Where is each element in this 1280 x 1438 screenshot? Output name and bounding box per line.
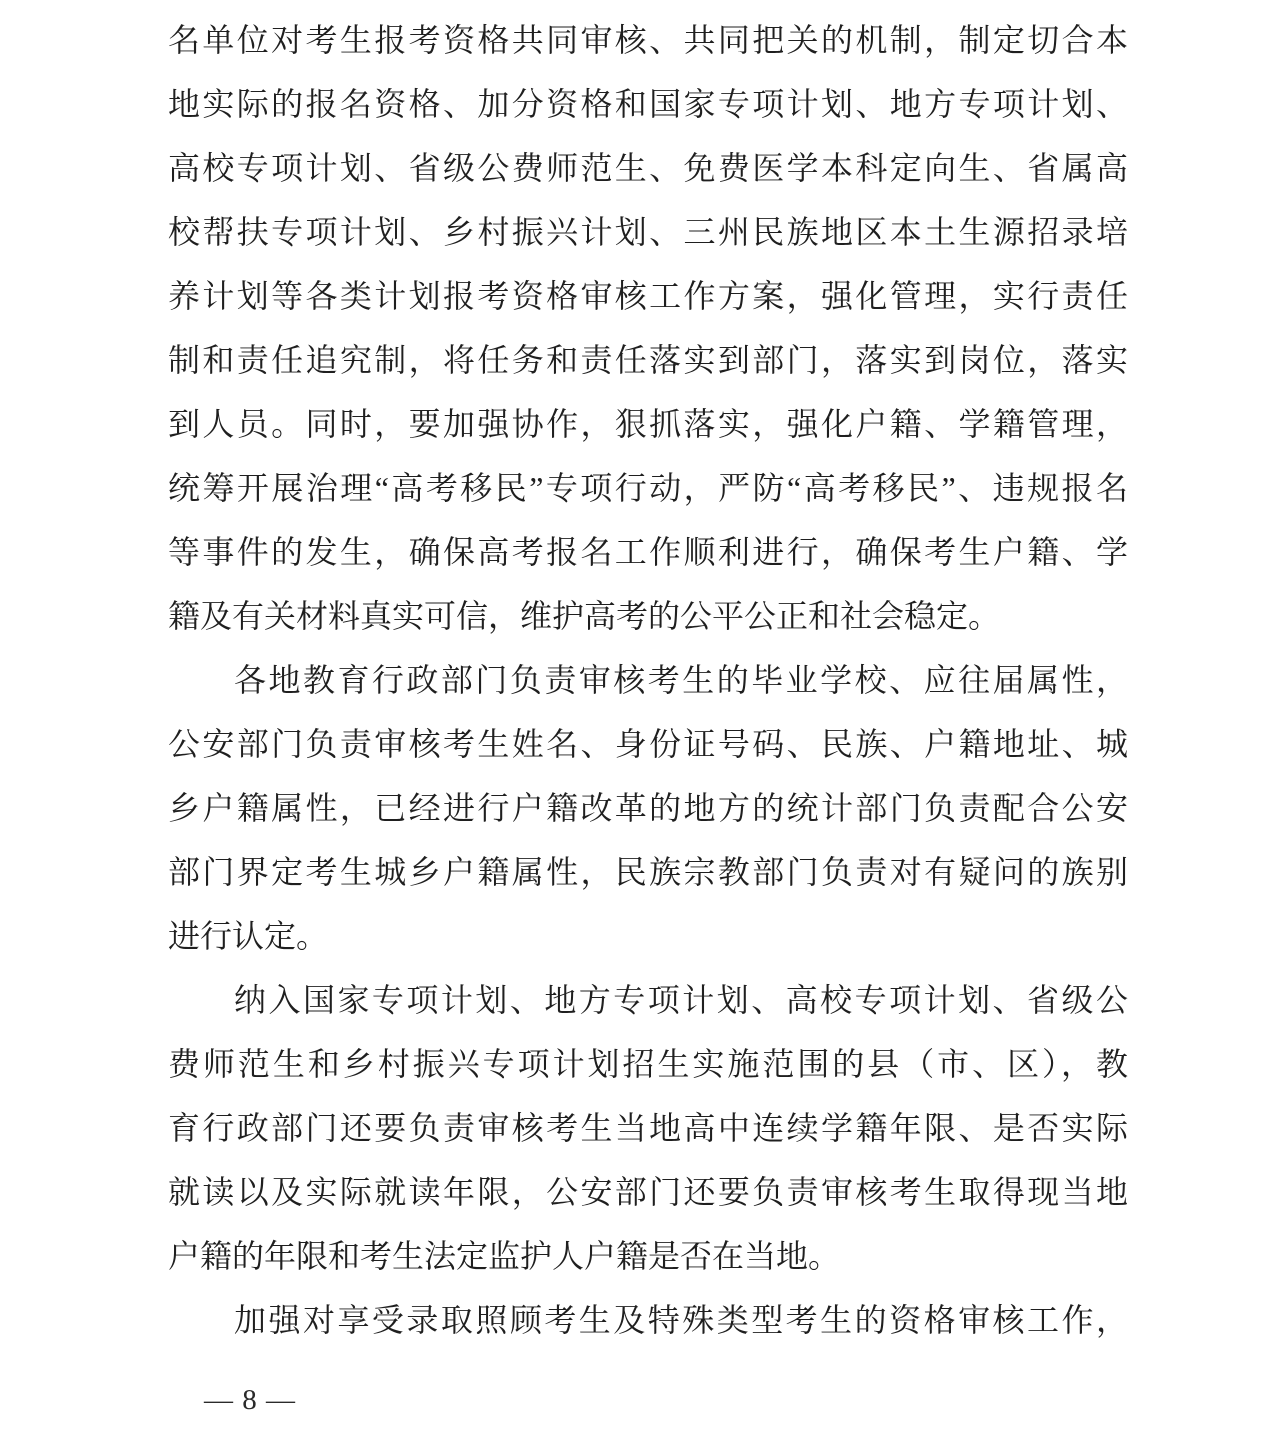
text-line: 高校专项计划、省级公费师范生、免费医学本科定向生、省属高: [168, 150, 1128, 186]
text-line: 制和责任追究制，将任务和责任落实到部门，落实到岗位，落实: [168, 342, 1128, 378]
text-line: 部门界定考生城乡户籍属性，民族宗教部门负责对有疑问的族别: [168, 854, 1128, 890]
page-footer: [204, 1382, 296, 1418]
paragraph: [168, 648, 1128, 968]
paragraph: [168, 8, 1128, 648]
text-line: 养计划等各类计划报考资格审核工作方案，强化管理，实行责任: [168, 278, 1128, 314]
text-line: 加强对享受录取照顾考生及特殊类型考生的资格审核工作，: [234, 1302, 1128, 1338]
page-number: — 8 —: [204, 1384, 296, 1416]
document-body: [168, 8, 1128, 1352]
text-line: 各地教育行政部门负责审核考生的毕业学校、应往届属性，: [234, 662, 1128, 698]
text-line: 统筹开展治理“高考移民”专项行动，严防“高考移民”、违规报名: [168, 470, 1128, 506]
text-line: 到人员。同时，要加强协作，狠抓落实，强化户籍、学籍管理，: [168, 406, 1128, 442]
paragraph: [168, 968, 1128, 1288]
text-line: 乡户籍属性，已经进行户籍改革的地方的统计部门负责配合公安: [168, 790, 1128, 826]
text-line: 育行政部门还要负责审核考生当地高中连续学籍年限、是否实际: [168, 1110, 1128, 1146]
text-line: 就读以及实际就读年限，公安部门还要负责审核考生取得现当地: [168, 1174, 1128, 1210]
paragraph: [168, 1288, 1128, 1352]
text-line: 公安部门负责审核考生姓名、身份证号码、民族、户籍地址、城: [168, 726, 1128, 762]
text-line: 进行认定。: [168, 918, 329, 954]
text-line: 籍及有关材料真实可信，维护高考的公平公正和社会稳定。: [168, 598, 1001, 634]
text-line: 地实际的报名资格、加分资格和国家专项计划、地方专项计划、: [168, 86, 1128, 122]
text-line: 等事件的发生，确保高考报名工作顺利进行，确保考生户籍、学: [168, 534, 1128, 570]
text-line: 校帮扶专项计划、乡村振兴计划、三州民族地区本土生源招录培: [168, 214, 1128, 250]
text-line: 纳入国家专项计划、地方专项计划、高校专项计划、省级公: [234, 982, 1128, 1018]
text-line: 名单位对考生报考资格共同审核、共同把关的机制，制定切合本: [168, 22, 1128, 58]
text-line: 费师范生和乡村振兴专项计划招生实施范围的县（市、区），教: [168, 1046, 1128, 1082]
text-line: 户籍的年限和考生法定监护人户籍是否在当地。: [168, 1238, 841, 1274]
